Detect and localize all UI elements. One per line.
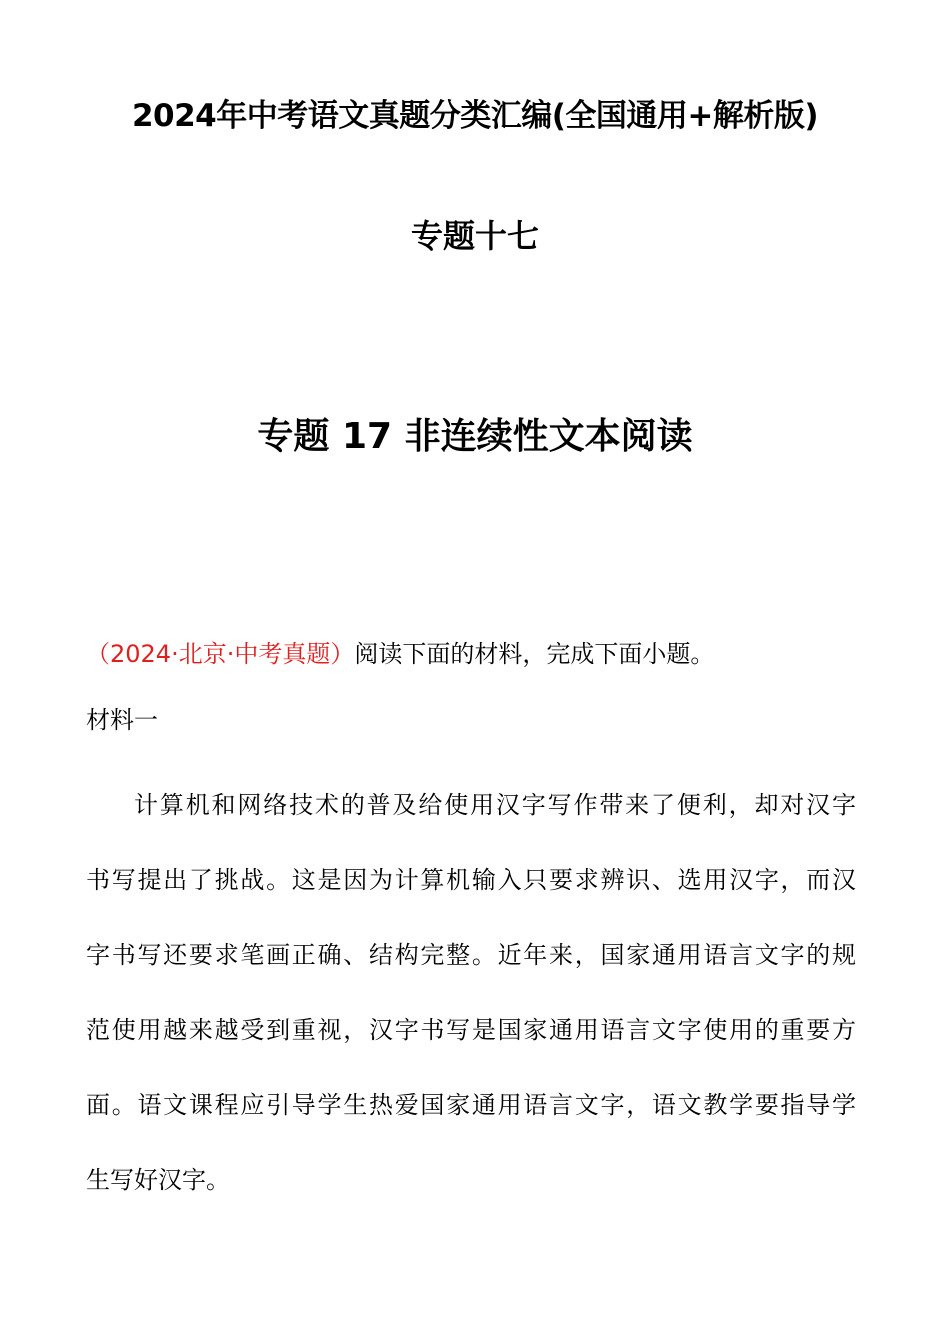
question-source-tag: （2024·北京·中考真题） (86, 640, 355, 668)
paragraph-line: 字书写还要求笔画正确、结构完整。近年来，国家通用语言文字的规 (86, 941, 856, 969)
paragraph-line: 范使用越来越受到重视，汉字书写是国家通用语言文字使用的重要方 (86, 1016, 856, 1044)
document-subtitle: 专题十七 (410, 217, 539, 255)
material-label: 材料一 (86, 706, 158, 734)
question-instruction: 阅读下面的材料，完成下面小题。 (354, 640, 715, 668)
material-paragraph (86, 768, 856, 1218)
question-intro (86, 634, 866, 674)
topic-title: 专题 17 非连续性文本阅读 (257, 416, 693, 457)
paragraph-line: 计算机和网络技术的普及给使用汉字写作带来了便利，却对汉字 (134, 791, 856, 819)
document-title: 2024年中考语文真题分类汇编(全国通用+解析版) (131, 98, 819, 134)
paragraph-line: 面。语文课程应引导学生热爱国家通用语言文字，语文教学要指导学 (86, 1091, 856, 1119)
paragraph-line: 生写好汉字。 (86, 1166, 230, 1194)
paragraph-line: 书写提出了挑战。这是因为计算机输入只要求辨识、选用汉字，而汉 (86, 866, 856, 894)
